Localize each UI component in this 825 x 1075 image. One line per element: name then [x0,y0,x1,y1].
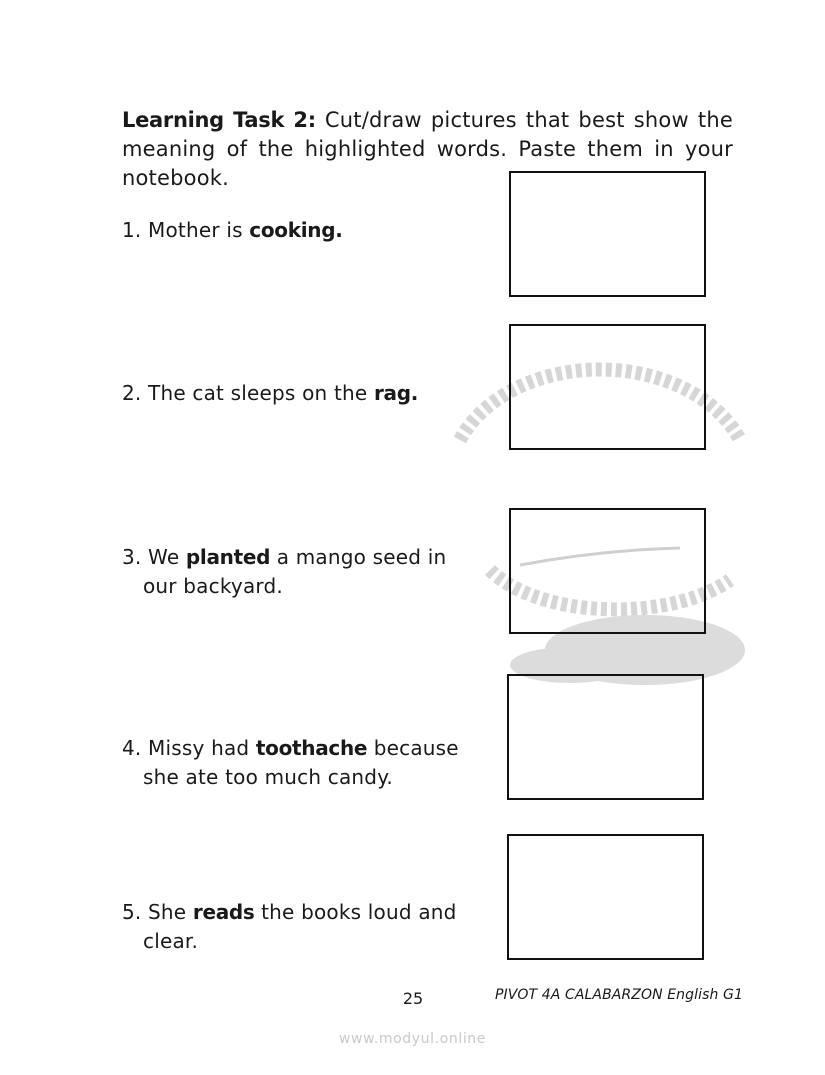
list-item-2 [122,379,482,408]
list-item-3 [122,543,482,601]
highlighted-word: cooking. [249,218,343,242]
site-watermark: www.modyul.online [338,1031,486,1047]
item-text: 4. Missy had [122,736,256,760]
item-text: 3. We [122,545,186,569]
picture-box-1 [509,171,706,297]
source-caption: PIVOT 4A CALABARZON English G1 [494,987,743,1003]
highlighted-word: rag. [373,381,419,405]
item-text-line2: our backyard. [143,574,283,598]
item-text-after: because [367,736,459,760]
item-text: 2. The cat sleeps on the [122,381,374,405]
list-item-5 [122,898,482,956]
task-text: Cut/draw pictures that best show the meaning of the highlighted words. Paste them in your notebook. [122,108,733,190]
list-item-1 [122,216,482,245]
picture-box-3 [509,508,706,634]
list-item-4 [122,734,482,792]
item-text-line2: she ate too much candy. [143,765,393,789]
highlighted-word: toothache [255,736,368,760]
page-number: 25 [402,989,424,1008]
item-text-after: the books loud and [254,900,457,924]
task-label: Learning Task 2: [122,108,316,132]
item-text: 5. She [122,900,193,924]
highlighted-word: planted [185,545,271,569]
item-text-line2: clear. [143,929,199,953]
picture-box-4 [507,674,704,800]
picture-box-2 [509,324,706,450]
highlighted-word: reads [192,900,255,924]
item-text-after: a mango seed in [270,545,447,569]
picture-box-5 [507,834,704,960]
item-text: 1. Mother is [122,218,250,242]
